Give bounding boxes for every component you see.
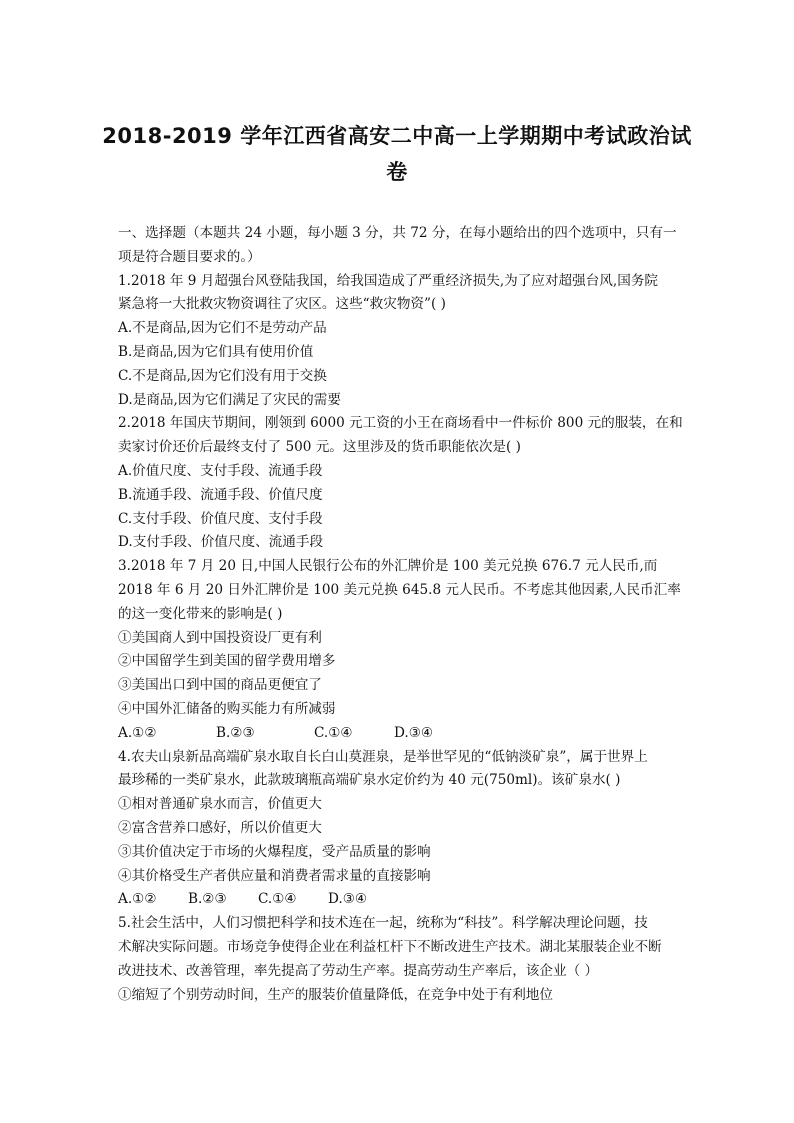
option-a: A.①② [118, 891, 157, 908]
statement-4: ④其价格受生产者供应量和消费者需求量的直接影响 [118, 867, 431, 884]
question-stem-cont: 最珍稀的一类矿泉水，此款玻璃瓶高端矿泉水定价约为 40 元(750ml)。该矿泉水( ) [118, 772, 621, 789]
question-stem: 5.社会生活中，人们习惯把科学和技术连在一起，统称为“科技”。科学解决理论问题，技 [118, 915, 648, 932]
statement-1: ①缩短了个别劳动时间，生产的服装价值量降低，在竞争中处于有利地位 [118, 986, 553, 1003]
question-4 [118, 746, 678, 913]
statement-2: ②中国留学生到美国的留学费用增多 [118, 653, 336, 670]
question-stem-cont: 2018 年 6 月 20 日外汇牌价是 100 美元兑换 645.8 元人民币。不考虑其他因素,人民币汇率 [118, 581, 681, 598]
option-a: A.①② [118, 724, 157, 741]
question-stem: 3.2018 年 7 月 20 日,中国人民银行公布的外汇牌价是 100 美元兑换 676.7 元人民币,而 [118, 558, 658, 575]
statement-3: ③美国出口到中国的商品更便宜了 [118, 677, 322, 694]
option-b: B.②③ [188, 891, 227, 908]
option-c: C.①④ [314, 724, 353, 741]
statement-3: ③其价值决定于市场的火爆程度，受产品质量的影响 [118, 843, 431, 860]
answer-options [118, 722, 678, 746]
question-stem: 1.2018 年 9 月超强台风登陆我国，给我国造成了严重经济损失,为了应对超强台风,国务院 [118, 272, 659, 289]
option-d: D.是商品,因为它们满足了灾民的需要 [118, 391, 341, 408]
question-stem-cont: 术解决实际问题。市场竞争使得企业在利益杠杆下不断改进生产技术。湖北某服装企业不断 [118, 938, 662, 955]
option-c: C.支付手段、价值尺度、支付手段 [118, 510, 323, 527]
option-a: A.价值尺度、支付手段、流通手段 [118, 462, 323, 479]
document-title [100, 118, 694, 190]
question-2 [118, 412, 683, 555]
option-b: B.流通手段、流通手段、价值尺度 [118, 486, 323, 503]
option-a: A.不是商品,因为它们不是劳动产品 [118, 320, 327, 337]
document-body [118, 222, 683, 1007]
title-line-1: 2018-2019 学年江西省高安二中高一上学期期中考试政治试 [102, 124, 692, 148]
question-5 [118, 912, 678, 1007]
section-header: 一、选择题（本题共 24 小题，每小题 3 分，共 72 分，在每小题给出的四个选项中，只有一 [118, 225, 677, 241]
option-d: D.③④ [328, 891, 368, 908]
question-stem: 4.农夫山泉新品高端矿泉水取自长白山莫涯泉，是举世罕见的“低钠淡矿泉”，属于世界上 [118, 748, 648, 765]
option-c: C.不是商品,因为它们没有用于交换 [118, 367, 327, 384]
question-3 [118, 555, 681, 745]
question-1 [118, 270, 678, 413]
question-stem: 2.2018 年国庆节期间，刚领到 6000 元工资的小王在商场看中一件标价 800 元的服装，在和 [118, 415, 683, 432]
question-stem-cont: 改进技术、改善管理，率先提高了劳动生产率。提高劳动生产率后，该企业（ ） [118, 962, 599, 979]
option-b: B.是商品,因为它们具有使用价值 [118, 343, 314, 360]
option-c: C.①④ [258, 891, 297, 908]
statement-4: ④中国外汇储备的购买能力有所减弱 [118, 700, 336, 717]
statement-1: ①美国商人到中国投资设厂更有利 [118, 629, 322, 646]
question-stem-cont: 的这一变化带来的影响是( ) [118, 605, 283, 622]
option-d: D.支付手段、价值尺度、流通手段 [118, 534, 324, 551]
title-line-2: 卷 [386, 160, 408, 184]
answer-options [118, 888, 678, 912]
statement-2: ②富含营养口感好，所以价值更大 [118, 819, 322, 836]
option-d: D.③④ [394, 724, 434, 741]
question-stem-cont: 紧急将一大批救灾物资调往了灾区。这些“救灾物资”( ) [118, 296, 446, 313]
option-b: B.②③ [216, 724, 255, 741]
question-stem-cont: 卖家讨价还价后最终支付了 500 元。这里涉及的货币职能依次是( ) [118, 439, 521, 456]
section-header-cont: 项是符合题目要求的。） [118, 248, 261, 265]
statement-1: ①相对普通矿泉水而言，价值更大 [118, 796, 322, 813]
